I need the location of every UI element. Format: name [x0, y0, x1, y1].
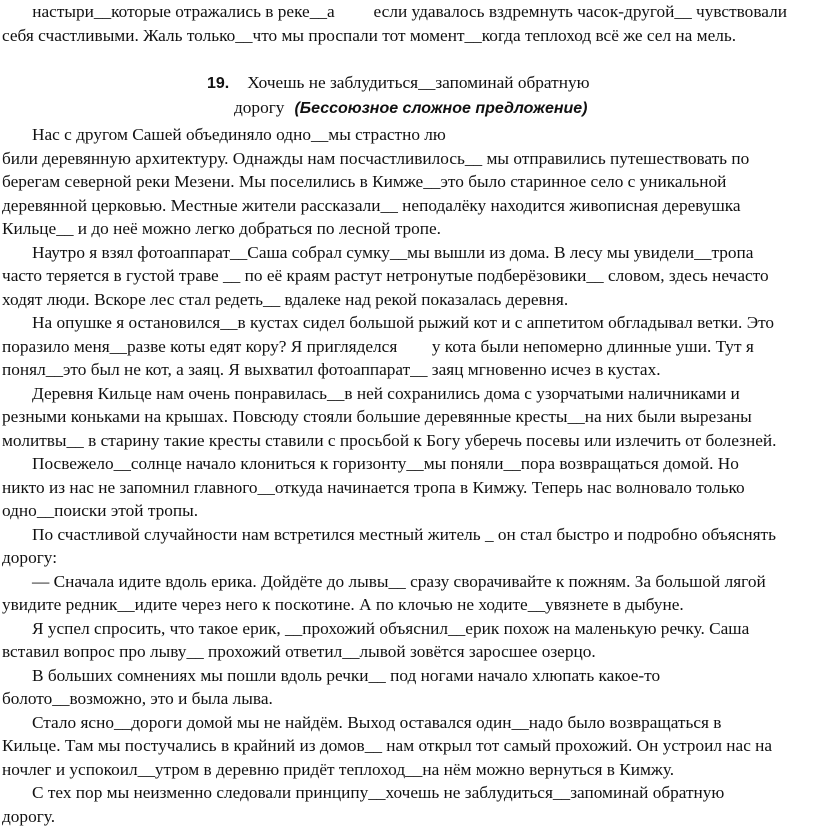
paragraph-line: молитвы__ в старину такие кресты ставили с просьбой к Богу уберечь посевы или излечить от болезней.: [2, 429, 814, 453]
paragraph-line: — Сначала идите вдоль ерика. Дойдёте до лывы__ сразу сворачивайте к пожням. За большой лягой: [2, 570, 814, 594]
body-paragraph: [2, 123, 814, 241]
paragraph-line: Кильце. Там мы постучались в крайний из домов__ нам открыл тот самый прохожий. Он устроил нас на: [2, 734, 814, 758]
section-heading: [2, 71, 814, 120]
paragraph-line: часто теряется в густой траве __ по её краям растут нетронутые подберёзовики__ словом, здесь нечасто: [2, 264, 814, 288]
paragraph-line: Наутро я взял фотоаппарат__Саша собрал сумку__мы вышли из дома. В лесу мы увидели__тропа: [2, 241, 814, 265]
paragraph-line: резными коньками на крышах. Повсюду стояли большие деревянные кресты__на них были вырезаны: [2, 405, 814, 429]
body-paragraph: [2, 781, 814, 828]
paragraph-line: Нас с другом Сашей объединяло одно__мы страстно лю: [2, 123, 814, 147]
intro-paragraph: [2, 0, 814, 47]
intro-line: настыри__которые отражались в реке__а если удавалось вздремнуть часок-другой__ чувствовали: [2, 0, 814, 24]
paragraph-line: дорогу:: [2, 546, 814, 570]
paragraph-line: ночлег и успокоил__утром в деревню придёт теплоход__на нём можно вернуться в Кимжу.: [2, 758, 814, 782]
body-paragraph: [2, 617, 814, 664]
paragraph-line: деревянной церковью. Местные жители рассказали__ неподалёку находится живописная деревушка: [2, 194, 814, 218]
paragraph-line: поразило меня__разве коты едят кору? Я пригляделся у кота были непомерно длинные уши. Тут я: [2, 335, 814, 359]
paragraph-line: били деревянную архитектуру. Однажды нам посчастливилось__ мы отправились путешествовать по: [2, 147, 814, 171]
body-text: [2, 123, 814, 828]
body-paragraph: [2, 311, 814, 382]
body-paragraph: [2, 570, 814, 617]
paragraph-line: берегам северной реки Мезени. Мы поселились в Кимже__это было старинное село с уникальной: [2, 170, 814, 194]
paragraph-line: Деревня Кильце нам очень понравилась__в ней сохранились дома с узорчатыми наличниками и: [2, 382, 814, 406]
paragraph-line: По счастливой случайности нам встретился местный житель _ он стал быстро и подробно объяснять: [2, 523, 814, 547]
paragraph-line: Посвежело__солнце начало клониться к горизонту__мы поняли__пора возвращаться домой. Но: [2, 452, 814, 476]
paragraph-line: Стало ясно__дороги домой мы не найдём. Выход оставался один__надо было возвращаться в: [2, 711, 814, 735]
paragraph-line: С тех пор мы неизменно следовали принципу__хочешь не заблудиться__запоминай обратную: [2, 781, 814, 805]
paragraph-line: ходят люди. Вскоре лес стал редеть__ вдалеке над рекой показалась деревня.: [2, 288, 814, 312]
section-number: 19.: [207, 72, 229, 96]
body-paragraph: [2, 523, 814, 570]
paragraph-line: одно__поиски этой тропы.: [2, 499, 814, 523]
body-paragraph: [2, 241, 814, 312]
body-paragraph: [2, 664, 814, 711]
paragraph-line: Я успел спросить, что такое ерик, __прохожий объяснил__ерик похож на маленькую речку. Саша: [2, 617, 814, 641]
intro-line: себя счастливыми. Жаль только__что мы проспали тот момент__когда теплоход всё же сел на мель.: [2, 24, 814, 48]
paragraph-line: никто из нас не запомнил главного__откуда начинается тропа в Кимжу. Теперь нас волновало только: [2, 476, 814, 500]
paragraph-line: увидите редник__идите через него к поскотине. А по клочью не ходите__увязнете в дыбуне.: [2, 593, 814, 617]
paragraph-line: понял__это был не кот, а заяц. Я выхватил фотоаппарат__ заяц мгновенно исчез в кустах.: [2, 358, 814, 382]
paragraph-line: болото__возможно, это и была лыва.: [2, 687, 814, 711]
body-paragraph: [2, 452, 814, 523]
paragraph-line: вставил вопрос про лыву__ прохожий ответил__лывой зовётся заросшее озерцо.: [2, 640, 814, 664]
paragraph-line: На опушке я остановился__в кустах сидел большой рыжий кот и с аппетитом обгладывал ветки. Это: [2, 311, 814, 335]
section-title-line1: Хочешь не заблудиться__запоминай обратную: [247, 73, 589, 92]
paragraph-line: В больших сомнениях мы пошли вдоль речки__ под ногами начало хлюпать какое-то: [2, 664, 814, 688]
section-title-line2: дорогу: [234, 98, 284, 117]
body-paragraph: [2, 711, 814, 782]
paragraph-line: дорогу.: [2, 805, 814, 828]
paragraph-line: Кильце__ и до неё можно легко добраться по лесной тропе.: [2, 217, 814, 241]
body-paragraph: [2, 382, 814, 453]
document-page: [2, 0, 814, 828]
section-type-label: (Бессоюзное сложное предложение): [294, 100, 587, 117]
